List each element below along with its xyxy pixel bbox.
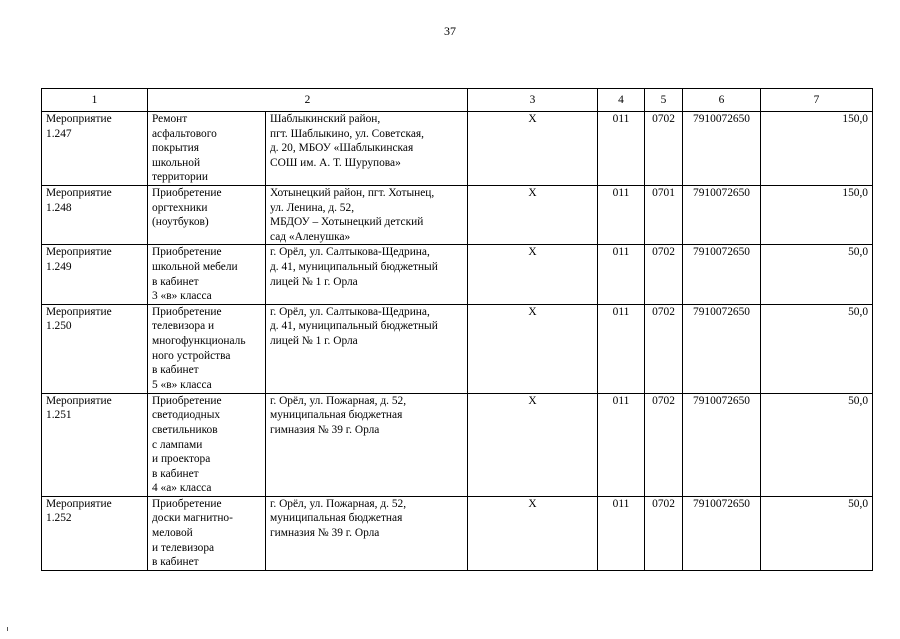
header-col-3: 3: [468, 89, 598, 112]
cell-description: Приобретение доски магнитно- меловой и телевизора в кабинет: [148, 496, 266, 570]
cell-col6: 7910072650: [683, 245, 761, 304]
cell-col5: 0702: [645, 112, 683, 186]
cell-col4: 011: [598, 304, 645, 393]
header-col-4: 4: [598, 89, 645, 112]
cell-col7: 50,0: [761, 496, 873, 570]
page-number: 37: [444, 24, 456, 38]
cell-address: Шаблыкинский район, пгт. Шаблыкино, ул. Советская, д. 20, МБОУ «Шаблыкинская СОШ им. А. Т. Шурупова»: [266, 112, 468, 186]
cell-col7: 150,0: [761, 185, 873, 244]
cell-event: Мероприятие 1.249: [42, 245, 148, 304]
table-row: [42, 112, 873, 186]
table-row: [42, 496, 873, 570]
cell-col6: 7910072650: [683, 496, 761, 570]
cell-description: Ремонт асфальтового покрытия школьной территории: [148, 112, 266, 186]
header-col-5: 5: [645, 89, 683, 112]
cell-col6: 7910072650: [683, 185, 761, 244]
cell-description: Приобретение школьной мебели в кабинет 3 «в» класса: [148, 245, 266, 304]
table-row: [42, 393, 873, 496]
cell-event: Мероприятие 1.248: [42, 185, 148, 244]
cell-col4: 011: [598, 245, 645, 304]
cell-col3: X: [468, 304, 598, 393]
cell-address: г. Орёл, ул. Пожарная, д. 52, муниципальная бюджетная гимназия № 39 г. Орла: [266, 496, 468, 570]
cell-event: Мероприятие 1.252: [42, 496, 148, 570]
cell-description: Приобретение оргтехники (ноутбуков): [148, 185, 266, 244]
cell-col6: 7910072650: [683, 393, 761, 496]
cell-col5: 0702: [645, 304, 683, 393]
cell-col7: 50,0: [761, 304, 873, 393]
cell-col4: 011: [598, 393, 645, 496]
cell-col3: X: [468, 496, 598, 570]
header-col-6: 6: [683, 89, 761, 112]
cell-col3: X: [468, 245, 598, 304]
cell-col7: 50,0: [761, 393, 873, 496]
cell-col4: 011: [598, 185, 645, 244]
table-row: [42, 304, 873, 393]
cell-col3: X: [468, 185, 598, 244]
table-row: [42, 185, 873, 244]
cell-description: Приобретение светодиодных светильников с лампами и проектора в кабинет 4 «а» класса: [148, 393, 266, 496]
header-col-7: 7: [761, 89, 873, 112]
cell-address: Хотынецкий район, пгт. Хотынец, ул. Ленина, д. 52, МБДОУ – Хотынецкий детский сад «Аленушка»: [266, 185, 468, 244]
cell-col5: 0702: [645, 245, 683, 304]
cell-col4: 011: [598, 496, 645, 570]
cell-col6: 7910072650: [683, 112, 761, 186]
cell-col3: X: [468, 393, 598, 496]
scan-mark: [7, 627, 8, 631]
cell-address: г. Орёл, ул. Салтыкова-Щедрина, д. 41, муниципальный бюджетный лицей № 1 г. Орла: [266, 304, 468, 393]
cell-address: г. Орёл, ул. Салтыкова-Щедрина, д. 41, муниципальный бюджетный лицей № 1 г. Орла: [266, 245, 468, 304]
header-col-1: 1: [42, 89, 148, 112]
cell-event: Мероприятие 1.251: [42, 393, 148, 496]
cell-event: Мероприятие 1.250: [42, 304, 148, 393]
cell-event: Мероприятие 1.247: [42, 112, 148, 186]
cell-col7: 50,0: [761, 245, 873, 304]
cell-col5: 0702: [645, 496, 683, 570]
header-row: [42, 89, 873, 112]
cell-col7: 150,0: [761, 112, 873, 186]
cell-col5: 0702: [645, 393, 683, 496]
budget-table: [41, 88, 873, 571]
table-row: [42, 245, 873, 304]
cell-description: Приобретение телевизора и многофункциональ ного устройства в кабинет 5 «в» класса: [148, 304, 266, 393]
header-col-2: 2: [148, 89, 468, 112]
cell-address: г. Орёл, ул. Пожарная, д. 52, муниципальная бюджетная гимназия № 39 г. Орла: [266, 393, 468, 496]
cell-col4: 011: [598, 112, 645, 186]
cell-col3: X: [468, 112, 598, 186]
cell-col6: 7910072650: [683, 304, 761, 393]
cell-col5: 0701: [645, 185, 683, 244]
